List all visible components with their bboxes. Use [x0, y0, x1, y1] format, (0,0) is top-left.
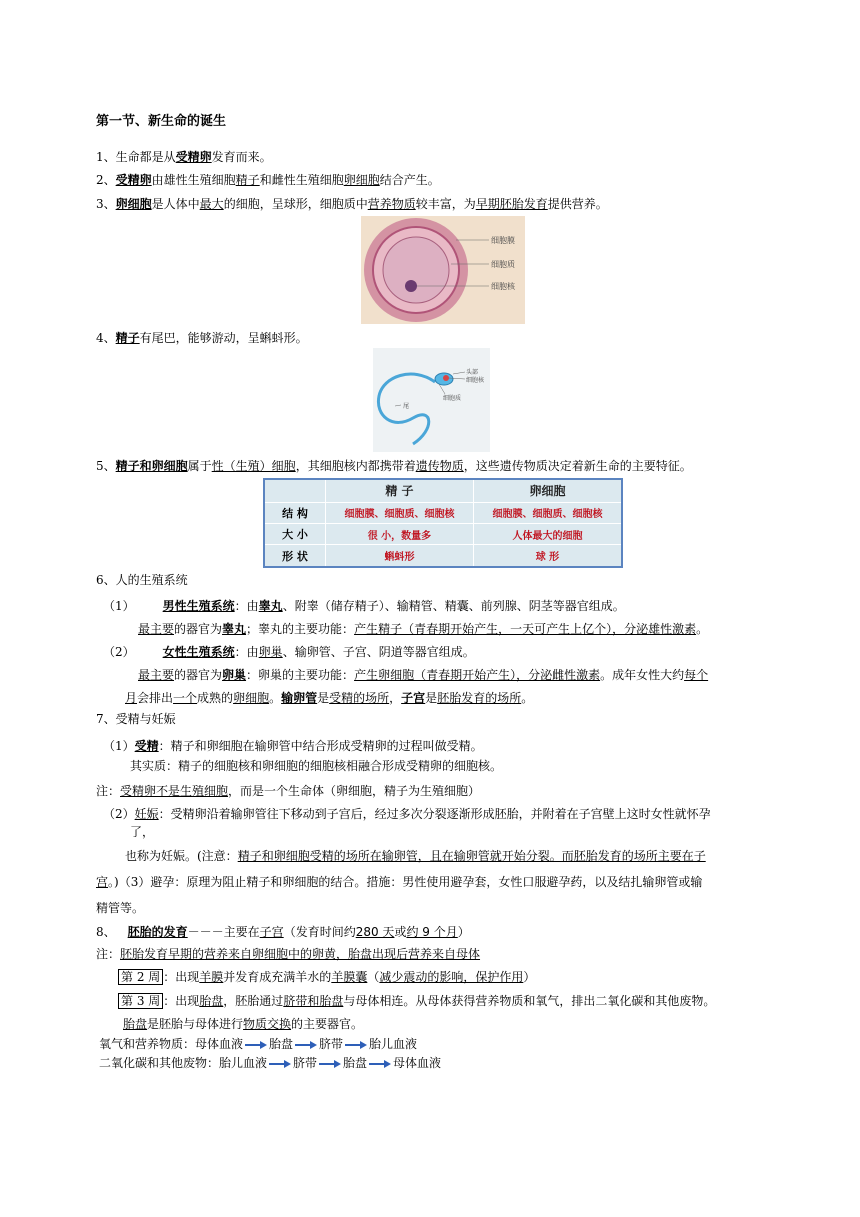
- term: 宫: [96, 875, 109, 889]
- term: 营养物质: [367, 197, 416, 211]
- text: ：卵巢的主要功能：: [246, 668, 355, 682]
- text: 、输卵管、子宫、阴道等器官组成。: [282, 645, 475, 659]
- text: 。: [521, 691, 534, 705]
- text: 5、: [96, 459, 116, 473]
- sperm-label: 细胞质: [443, 395, 462, 402]
- text: 结合产生。: [379, 173, 440, 187]
- note-zygote: [96, 783, 480, 799]
- male-system: [103, 598, 625, 614]
- point-4: [96, 330, 308, 346]
- term: 胎盘: [199, 994, 224, 1008]
- text: 的器官为: [174, 622, 223, 636]
- fertilization-essence: 其实质：精子的细胞核和卵细胞的细胞核相融合形成受精卵的细胞核。: [130, 759, 503, 773]
- term: 最主要: [138, 622, 175, 636]
- text: ）: [523, 970, 536, 984]
- text: 胎盘: [343, 1056, 368, 1070]
- text: 成熟的: [197, 691, 234, 705]
- term: 受精卵: [175, 150, 212, 164]
- term: 睾丸: [222, 622, 247, 636]
- arrow-right-icon: [245, 1041, 267, 1049]
- term: 卵细胞: [343, 173, 380, 187]
- point-2: [96, 172, 440, 188]
- table-cell: 蝌蚪形: [326, 545, 474, 567]
- term: 羊膜囊: [331, 970, 368, 984]
- term: 性（生殖）细胞: [211, 459, 296, 473]
- term: 输卵管: [281, 691, 318, 705]
- text: 是人体中: [151, 197, 200, 211]
- text: 8、: [96, 925, 116, 939]
- term: 受精: [134, 739, 159, 753]
- text: 较丰富，为: [415, 197, 476, 211]
- term: 胚胎发育早期的营养来自卵细胞中的卵黄，胎盘出现后营养来自母体: [120, 947, 481, 961]
- text: 提供营养。: [547, 197, 608, 211]
- term: 减少震动的影响，保护作用: [379, 970, 524, 984]
- term: 羊膜: [199, 970, 224, 984]
- text: ，胚胎通过: [223, 994, 284, 1008]
- text: 的器官为: [174, 668, 223, 682]
- text: （发育时间约: [283, 925, 356, 939]
- term: 卵细胞: [233, 691, 270, 705]
- text: （1）: [103, 739, 135, 753]
- text: 4、: [96, 331, 116, 345]
- term: 卵细胞: [115, 197, 152, 211]
- text: ：由: [234, 599, 259, 613]
- egg-label: 细胞质: [491, 260, 515, 269]
- table-cell: 细胞膜、细胞质、细胞核: [326, 502, 474, 523]
- text: 母体血液: [393, 1056, 442, 1070]
- text: 氧气和营养物质：母体血液: [99, 1037, 244, 1051]
- arrow-right-icon: [295, 1041, 317, 1049]
- term: 胎盘: [123, 1017, 148, 1031]
- male-main-organ: [138, 621, 708, 637]
- term: 每个: [684, 668, 709, 682]
- text: 属于: [187, 459, 212, 473]
- term: 子宫: [401, 691, 426, 705]
- flow-nutrients: [99, 1036, 417, 1052]
- text: 的主要器官。: [291, 1017, 364, 1031]
- term: 一个: [173, 691, 198, 705]
- text: 也称为妊娠。(注意：: [125, 849, 238, 863]
- term: 女性生殖系统: [162, 645, 235, 659]
- term: 卵巢: [222, 668, 247, 682]
- text: 。: [269, 691, 282, 705]
- text: （2）: [103, 807, 135, 821]
- table-header: 卵细胞: [473, 479, 622, 502]
- term: 睾丸: [258, 599, 283, 613]
- text: 胎儿血液: [369, 1037, 418, 1051]
- table-cell: 很 小，数量多: [326, 524, 474, 545]
- text: 二氧化碳和其他废物：胎儿血液: [99, 1056, 268, 1070]
- text: 。: [696, 622, 709, 636]
- text: －－－主要在: [187, 925, 260, 939]
- term: 物质交换: [243, 1017, 292, 1031]
- text: 2、: [96, 173, 116, 187]
- point-3: [96, 196, 608, 212]
- female-system: [103, 644, 475, 660]
- sperm-label: 头部: [466, 369, 479, 376]
- row-header: 大 小: [264, 524, 326, 545]
- term: 卵巢: [258, 645, 283, 659]
- contraception: [96, 874, 702, 890]
- term: 精子: [115, 331, 140, 345]
- pregnancy: [103, 806, 711, 822]
- text: 是: [425, 691, 438, 705]
- term: 受精的场所: [329, 691, 390, 705]
- pregnancy-cont: 了，: [130, 825, 155, 839]
- text: 胎盘: [269, 1037, 294, 1051]
- text: （2）: [103, 645, 135, 659]
- term: 胚胎发育的场所: [437, 691, 522, 705]
- sperm-image: [373, 348, 490, 452]
- text: 与母体相连。从母体获得营养物质和氧气，排出二氧化碳和其他废物。: [343, 994, 716, 1008]
- row-header: 结 构: [264, 502, 326, 523]
- text: 是胚胎与母体进行: [147, 1017, 244, 1031]
- point-5: [96, 458, 692, 474]
- text: 有尾巴，能够游动，呈蝌蚪形。: [139, 331, 308, 345]
- week-2: [118, 969, 535, 985]
- point-6: 6、人的生殖系统: [96, 573, 188, 587]
- table-header-row: [264, 479, 622, 502]
- text: 并发育成充满羊水的: [223, 970, 332, 984]
- text: 的细胞，呈球形，细胞质中: [223, 197, 368, 211]
- text: 1、生命都是从: [96, 150, 176, 164]
- egg-label: 细胞核: [491, 282, 515, 291]
- week-box: 第 2 周: [118, 969, 163, 985]
- arrow-right-icon: [345, 1041, 367, 1049]
- text: ，: [389, 691, 402, 705]
- table-header: [264, 479, 326, 502]
- term: 早期胚胎发育: [475, 197, 548, 211]
- term: 子宫: [259, 925, 284, 939]
- term: 最大: [199, 197, 224, 211]
- table-cell: 人体最大的细胞: [473, 524, 622, 545]
- term: 月: [125, 691, 138, 705]
- text: 、附睾（储存精子）、输精管、精囊、前列腺、阴茎等器官组成。: [282, 599, 625, 613]
- term: 精子和卵细胞受精的场所在输卵管，且在输卵管就开始分裂。而胚胎发育的场所主要在子: [237, 849, 706, 863]
- egg-label: 细胞膜: [491, 236, 515, 245]
- term: 280 天: [355, 925, 395, 939]
- text: ；睾丸的主要功能：: [246, 622, 355, 636]
- fertilization: [103, 738, 483, 754]
- term: 受精卵不是生殖细胞: [120, 784, 229, 798]
- term: 男性生殖系统: [162, 599, 235, 613]
- comparison-table: [263, 478, 623, 568]
- text: 发育而来。: [211, 150, 272, 164]
- text: 。成年女性大约: [600, 668, 685, 682]
- table-row: [264, 524, 622, 545]
- term: 遗传物质: [415, 459, 464, 473]
- table-row: [264, 502, 622, 523]
- term: 精子: [235, 173, 260, 187]
- egg-cell-image: [361, 216, 525, 324]
- term: 胚胎的发育: [127, 925, 188, 939]
- flow-waste: [99, 1055, 441, 1071]
- table-header: 精 子: [326, 479, 474, 502]
- text: ）: [457, 925, 470, 939]
- week-3: [118, 993, 715, 1009]
- text: （: [367, 970, 380, 984]
- term: 最主要: [138, 668, 175, 682]
- term: 产生精子（青春期开始产生，一天可产生上亿个），分泌雄性激素: [354, 622, 697, 636]
- female-main-organ: [138, 667, 708, 683]
- female-ovulation: [125, 690, 533, 706]
- point-7: 7、受精与妊娠: [96, 712, 176, 726]
- text: ：出现: [163, 970, 200, 984]
- row-header: 形 状: [264, 545, 326, 567]
- text: ，这些遗传物质决定着新生命的主要特征。: [463, 459, 692, 473]
- term: 受精卵: [115, 173, 152, 187]
- text: 。)（3）避孕：原理为阻止精子和卵细胞的结合。措施：男性使用避孕套，女性口服避孕药，以及结扎输卵管或输: [108, 875, 703, 889]
- point-1: [96, 149, 272, 165]
- text: 3、: [96, 197, 116, 211]
- text: 和雌性生殖细胞: [259, 173, 344, 187]
- table-cell: 细胞膜、细胞质、细胞核: [473, 502, 622, 523]
- text: （1）: [103, 599, 135, 613]
- arrow-right-icon: [369, 1060, 391, 1068]
- term: 精子和卵细胞: [115, 459, 188, 473]
- arrow-right-icon: [319, 1060, 341, 1068]
- sperm-label: 尾: [403, 403, 410, 410]
- text: 或: [394, 925, 407, 939]
- placenta-note: [123, 1016, 363, 1032]
- text: ，其细胞核内都携带着: [295, 459, 416, 473]
- text: 会排出: [137, 691, 174, 705]
- text: 由雄性生殖细胞: [151, 173, 236, 187]
- pregnancy-note: [125, 848, 706, 864]
- term: 产生卵细胞（青春期开始产生），分泌雌性激素: [354, 668, 601, 682]
- point-8: [96, 924, 470, 940]
- note-nutrition: [96, 946, 480, 962]
- text: 注：: [96, 784, 121, 798]
- text: 是: [317, 691, 330, 705]
- text: ：出现: [163, 994, 200, 1008]
- table-row: [264, 545, 622, 567]
- text: ：精子和卵细胞在输卵管中结合形成受精卵的过程叫做受精。: [158, 739, 483, 753]
- section-title: 第一节、新生命的诞生: [96, 114, 227, 129]
- text: 注：: [96, 947, 121, 961]
- sperm-label: 细胞核: [466, 377, 485, 384]
- week-box: 第 3 周: [118, 993, 163, 1009]
- text: ：由: [234, 645, 259, 659]
- table-cell: 球 形: [473, 545, 622, 567]
- contraception-cont: 精管等。: [96, 901, 145, 915]
- arrow-right-icon: [269, 1060, 291, 1068]
- term: 脐带和胎盘: [283, 994, 344, 1008]
- text: ：受精卵沿着输卵管往下移动到子宫后，经过多次分裂逐渐形成胚胎，并附着在子宫壁上这时女性就怀孕: [158, 807, 711, 821]
- text: 脐带: [319, 1037, 344, 1051]
- text: ，而是一个生命体（卵细胞，精子为生殖细胞）: [228, 784, 481, 798]
- term: 约 9 个月: [406, 925, 458, 939]
- term: 妊娠: [134, 807, 159, 821]
- text: 脐带: [293, 1056, 318, 1070]
